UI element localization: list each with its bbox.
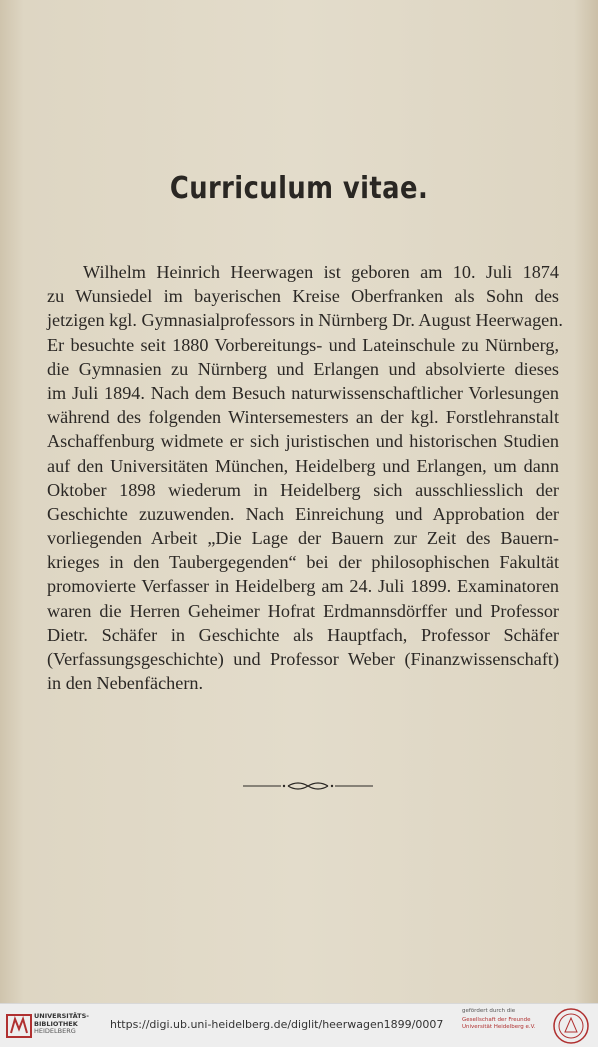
ornament-divider-icon <box>243 779 373 793</box>
text-line: Dietr. Schäfer in Geschichte als Hauptfach, Professor Schäfer <box>47 624 559 645</box>
text-line: Wilhelm Heinrich Heerwagen ist geboren am 10. Juli 1874 <box>83 262 559 282</box>
body-text <box>47 260 563 695</box>
text-line: jetzigen kgl. Gymnasialprofessors in Nürnberg Dr. August Heerwagen. <box>47 310 563 331</box>
text-line: Aschaffenburg widmete er sich juristischen und historischen Studien <box>47 431 559 452</box>
text-line: vorliegenden Arbeit „Die Lage der Bauern zur Zeit des Bauern- <box>47 528 559 549</box>
text-line: im Juli 1894. Nach dem Besuch naturwissenschaftlicher Vorlesungen <box>47 382 559 403</box>
library-name: UNIVERSITÄTS- BIBLIOTHEK HEIDELBERG <box>34 1012 89 1035</box>
text-line: waren die Herren Geheimer Hofrat Erdmannsdörffer und Professor <box>47 600 559 621</box>
text-line: die Gymnasien zu Nürnberg und Erlangen und absolvierte dieses <box>47 358 559 379</box>
text-line: promovierte Verfasser in Heidelberg am 24. Juli 1899. Examinatoren <box>47 576 559 597</box>
sponsor-note: gefördert durch die Gesellschaft der Freunde Universität Heidelberg e.V. <box>462 1008 536 1030</box>
text-line: während des folgenden Wintersemesters an der kgl. Forstlehranstalt <box>47 407 559 428</box>
permalink-url[interactable]: https://digi.ub.uni-heidelberg.de/diglit/heerwagen1899/0007 <box>110 1018 444 1031</box>
library-logo-icon <box>6 1011 32 1039</box>
text-line: krieges in den Taubergegenden“ bei der philosophischen Fakultät <box>47 552 559 573</box>
text-line: zu Wunsiedel im bayerischen Kreise Oberfranken als Sohn des <box>47 286 559 307</box>
text-line: Er besuchte seit 1880 Vorbereitungs- und Lateinschule zu Nürnberg, <box>47 334 559 355</box>
viewer-footer <box>0 1003 598 1047</box>
text-line: Oktober 1898 wiederum in Heidelberg sich ausschliesslich der <box>47 479 559 500</box>
sponsor-seal-icon <box>552 1007 590 1045</box>
page-title: Curriculum vitae. <box>169 171 429 206</box>
text-line: Geschichte zuzuwenden. Nach Einreichung und Approbation der <box>47 503 559 524</box>
text-line: auf den Universitäten München, Heidelberg und Erlangen, um dann <box>47 455 559 476</box>
text-line: in den Nebenfächern. <box>47 673 204 694</box>
text-line: (Verfassungsgeschichte) und Professor Weber (Finanzwissenschaft) <box>47 649 559 669</box>
